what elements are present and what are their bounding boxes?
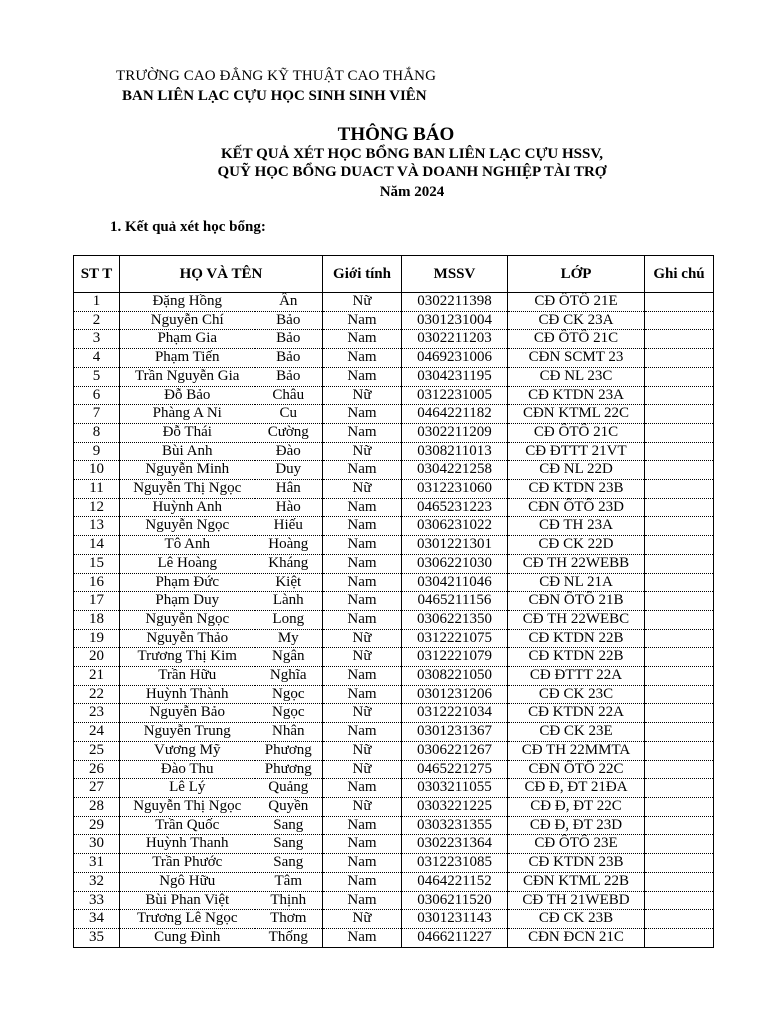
surname-cell: Huỳnh Anh <box>120 498 255 517</box>
mssv-cell: 0308211013 <box>402 442 508 461</box>
mssv-cell: 0465211156 <box>402 592 508 611</box>
class-cell: CĐ ĐTTT 22A <box>508 667 645 686</box>
surname-cell: Nguyễn Thị Ngọc <box>120 480 255 499</box>
stt-cell: 20 <box>74 648 120 667</box>
class-cell: CĐ TH 23A <box>508 517 645 536</box>
mssv-cell: 0312231005 <box>402 386 508 405</box>
mssv-cell: 0303231355 <box>402 816 508 835</box>
given-name-cell: Hào <box>255 498 323 517</box>
class-cell: CĐ Đ, ĐT 21ĐA <box>508 779 645 798</box>
note-cell <box>645 797 714 816</box>
table-row <box>74 480 714 499</box>
given-name-cell: Sang <box>255 816 323 835</box>
note-cell <box>645 442 714 461</box>
table-row <box>74 928 714 947</box>
mssv-cell: 0301231143 <box>402 910 508 929</box>
stt-cell: 12 <box>74 498 120 517</box>
given-name-cell: Hoàng <box>255 536 323 555</box>
surname-cell: Đỗ Bảo <box>120 386 255 405</box>
stt-cell: 10 <box>74 461 120 480</box>
mssv-cell: 0306221030 <box>402 554 508 573</box>
note-cell <box>645 330 714 349</box>
gender-cell: Nam <box>323 872 402 891</box>
gender-cell: Nam <box>323 816 402 835</box>
given-name-cell: Quảng <box>255 779 323 798</box>
given-name-cell: Duy <box>255 461 323 480</box>
given-name-cell: Tâm <box>255 872 323 891</box>
note-cell <box>645 816 714 835</box>
stt-cell: 35 <box>74 928 120 947</box>
stt-cell: 8 <box>74 423 120 442</box>
mssv-cell: 0312231060 <box>402 480 508 499</box>
mssv-cell: 0304211046 <box>402 573 508 592</box>
note-cell <box>645 667 714 686</box>
stt-cell: 6 <box>74 386 120 405</box>
given-name-cell: Hân <box>255 480 323 499</box>
table-row <box>74 423 714 442</box>
gender-cell: Nam <box>323 685 402 704</box>
stt-cell: 31 <box>74 854 120 873</box>
class-cell: CĐ CK 22D <box>508 536 645 555</box>
table-row <box>74 910 714 929</box>
mssv-cell: 0301221301 <box>402 536 508 555</box>
note-cell <box>645 367 714 386</box>
mssv-cell: 0312221079 <box>402 648 508 667</box>
stt-cell: 28 <box>74 797 120 816</box>
mssv-cell: 0304231195 <box>402 367 508 386</box>
note-cell <box>645 854 714 873</box>
table-row <box>74 723 714 742</box>
surname-cell: Nguyễn Minh <box>120 461 255 480</box>
gender-cell: Nam <box>323 536 402 555</box>
class-cell: CĐN KTML 22B <box>508 872 645 891</box>
gender-cell: Nam <box>323 573 402 592</box>
gender-cell: Nam <box>323 554 402 573</box>
mssv-cell: 0465231223 <box>402 498 508 517</box>
mssv-cell: 0303211055 <box>402 779 508 798</box>
gender-cell: Nữ <box>323 442 402 461</box>
table-row <box>74 704 714 723</box>
mssv-cell: 0306211520 <box>402 891 508 910</box>
gender-cell: Nam <box>323 667 402 686</box>
surname-cell: Huỳnh Thanh <box>120 835 255 854</box>
notice-subtitle-line1: KẾT QUẢ XÉT HỌC BỔNG BAN LIÊN LẠC CỰU HSSV, <box>220 146 604 162</box>
table-row <box>74 517 714 536</box>
mssv-cell: 0464221182 <box>402 405 508 424</box>
note-cell <box>645 704 714 723</box>
gender-cell: Nam <box>323 891 402 910</box>
board-name: BAN LIÊN LẠC CỰU HỌC SINH SINH VIÊN <box>122 88 427 104</box>
surname-cell: Tô Anh <box>120 536 255 555</box>
given-name-cell: Nhân <box>255 723 323 742</box>
surname-cell: Trương Thị Kim <box>120 648 255 667</box>
gender-cell: Nữ <box>323 760 402 779</box>
note-cell <box>645 517 714 536</box>
given-name-cell: Cường <box>255 423 323 442</box>
note-cell <box>645 573 714 592</box>
stt-cell: 34 <box>74 910 120 929</box>
note-cell <box>645 910 714 929</box>
mssv-cell: 0469231006 <box>402 349 508 368</box>
table-row <box>74 741 714 760</box>
stt-cell: 29 <box>74 816 120 835</box>
mssv-cell: 0312231085 <box>402 854 508 873</box>
class-cell: CĐN KTML 22C <box>508 405 645 424</box>
given-name-cell: My <box>255 629 323 648</box>
surname-cell: Phạm Tiến <box>120 349 255 368</box>
gender-cell: Nam <box>323 928 402 947</box>
table-header-row <box>74 256 714 293</box>
gender-cell: Nam <box>323 854 402 873</box>
class-cell: CĐ ÔTÔ 21E <box>508 293 645 312</box>
notice-subtitle-line2: QUỸ HỌC BỔNG DUACT VÀ DOANH NGHIỆP TÀI TRỢ <box>217 164 607 180</box>
scholarship-table <box>73 255 714 948</box>
table-row <box>74 797 714 816</box>
school-name: TRƯỜNG CAO ĐẲNG KỸ THUẬT CAO THẮNG <box>116 68 437 84</box>
note-cell <box>645 741 714 760</box>
given-name-cell: Thơm <box>255 910 323 929</box>
mssv-cell: 0302211203 <box>402 330 508 349</box>
note-cell <box>645 629 714 648</box>
mssv-cell: 0301231367 <box>402 723 508 742</box>
table-row <box>74 349 714 368</box>
gender-cell: Nam <box>323 517 402 536</box>
gender-cell: Nam <box>323 610 402 629</box>
surname-cell: Trần Nguyễn Gia <box>120 367 255 386</box>
stt-cell: 14 <box>74 536 120 555</box>
given-name-cell: Quyền <box>255 797 323 816</box>
class-cell: CĐ TH 22WEBB <box>508 554 645 573</box>
note-cell <box>645 480 714 499</box>
class-cell: CĐ CK 23B <box>508 910 645 929</box>
class-cell: CĐ NL 22D <box>508 461 645 480</box>
given-name-cell: Sang <box>255 854 323 873</box>
note-cell <box>645 386 714 405</box>
note-cell <box>645 928 714 947</box>
class-cell: CĐ Đ, ĐT 22C <box>508 797 645 816</box>
table-row <box>74 573 714 592</box>
surname-cell: Trần Quốc <box>120 816 255 835</box>
given-name-cell: Ngọc <box>255 704 323 723</box>
surname-cell: Phàng A Ni <box>120 405 255 424</box>
table-row <box>74 872 714 891</box>
note-cell <box>645 760 714 779</box>
class-cell: CĐ KTDN 23B <box>508 854 645 873</box>
given-name-cell: Ân <box>255 293 323 312</box>
mssv-cell: 0302231364 <box>402 835 508 854</box>
table-row <box>74 610 714 629</box>
note-cell <box>645 610 714 629</box>
stt-cell: 3 <box>74 330 120 349</box>
mssv-cell: 0464221152 <box>402 872 508 891</box>
class-cell: CĐ NL 21A <box>508 573 645 592</box>
surname-cell: Huỳnh Thành <box>120 685 255 704</box>
gender-cell: Nam <box>323 349 402 368</box>
surname-cell: Nguyễn Trung <box>120 723 255 742</box>
table-row <box>74 854 714 873</box>
header-mssv: MSSV <box>402 256 508 293</box>
note-cell <box>645 536 714 555</box>
note-cell <box>645 592 714 611</box>
gender-cell: Nữ <box>323 629 402 648</box>
gender-cell: Nam <box>323 330 402 349</box>
table-row <box>74 311 714 330</box>
table-row <box>74 293 714 312</box>
gender-cell: Nữ <box>323 293 402 312</box>
gender-cell: Nữ <box>323 910 402 929</box>
gender-cell: Nam <box>323 367 402 386</box>
class-cell: CĐ CK 23E <box>508 723 645 742</box>
class-cell: CĐN ĐCN 21C <box>508 928 645 947</box>
header-name: HỌ VÀ TÊN <box>120 256 323 293</box>
table-row <box>74 667 714 686</box>
given-name-cell: Bảo <box>255 330 323 349</box>
stt-cell: 5 <box>74 367 120 386</box>
class-cell: CĐN SCMT 23 <box>508 349 645 368</box>
surname-cell: Bùi Anh <box>120 442 255 461</box>
mssv-cell: 0301231004 <box>402 311 508 330</box>
mssv-cell: 0306221267 <box>402 741 508 760</box>
class-cell: CĐN ÔTÔ 23D <box>508 498 645 517</box>
surname-cell: Trần Phước <box>120 854 255 873</box>
stt-cell: 9 <box>74 442 120 461</box>
note-cell <box>645 872 714 891</box>
stt-cell: 22 <box>74 685 120 704</box>
given-name-cell: Nghĩa <box>255 667 323 686</box>
class-cell: CĐ KTDN 22B <box>508 648 645 667</box>
class-cell: CĐ CK 23A <box>508 311 645 330</box>
table-row <box>74 891 714 910</box>
note-cell <box>645 405 714 424</box>
note-cell <box>645 554 714 573</box>
class-cell: CĐ TH 21WEBD <box>508 891 645 910</box>
table-row <box>74 442 714 461</box>
class-cell: CĐ ÔTÔ 21C <box>508 330 645 349</box>
class-cell: CĐN ÔTÔ 22C <box>508 760 645 779</box>
gender-cell: Nữ <box>323 648 402 667</box>
surname-cell: Nguyễn Ngọc <box>120 517 255 536</box>
stt-cell: 15 <box>74 554 120 573</box>
given-name-cell: Đào <box>255 442 323 461</box>
table-row <box>74 367 714 386</box>
given-name-cell: Cu <box>255 405 323 424</box>
stt-cell: 24 <box>74 723 120 742</box>
mssv-cell: 0466211227 <box>402 928 508 947</box>
mssv-cell: 0304221258 <box>402 461 508 480</box>
table-row <box>74 760 714 779</box>
header-note: Ghi chú <box>645 256 714 293</box>
class-cell: CĐ KTDN 22B <box>508 629 645 648</box>
header-stt: ST T <box>74 256 120 293</box>
surname-cell: Nguyễn Thảo <box>120 629 255 648</box>
table-row <box>74 498 714 517</box>
class-cell: CĐ ĐTTT 21VT <box>508 442 645 461</box>
table-row <box>74 835 714 854</box>
note-cell <box>645 685 714 704</box>
surname-cell: Phạm Đức <box>120 573 255 592</box>
mssv-cell: 0302211398 <box>402 293 508 312</box>
mssv-cell: 0306221350 <box>402 610 508 629</box>
stt-cell: 25 <box>74 741 120 760</box>
class-cell: CĐ CK 23C <box>508 685 645 704</box>
given-name-cell: Bảo <box>255 311 323 330</box>
given-name-cell: Bảo <box>255 367 323 386</box>
table-row <box>74 405 714 424</box>
surname-cell: Lê Lý <box>120 779 255 798</box>
stt-cell: 2 <box>74 311 120 330</box>
mssv-cell: 0303221225 <box>402 797 508 816</box>
given-name-cell: Ngân <box>255 648 323 667</box>
section-title: 1. Kết quả xét học bổng: <box>110 219 266 235</box>
note-cell <box>645 293 714 312</box>
surname-cell: Nguyễn Ngọc <box>120 610 255 629</box>
note-cell <box>645 461 714 480</box>
given-name-cell: Phương <box>255 760 323 779</box>
class-cell: CĐN ÔTÔ 21B <box>508 592 645 611</box>
table-row <box>74 386 714 405</box>
stt-cell: 11 <box>74 480 120 499</box>
table-row <box>74 779 714 798</box>
surname-cell: Lê Hoàng <box>120 554 255 573</box>
gender-cell: Nam <box>323 423 402 442</box>
mssv-cell: 0302211209 <box>402 423 508 442</box>
note-cell <box>645 648 714 667</box>
given-name-cell: Châu <box>255 386 323 405</box>
mssv-cell: 0312221075 <box>402 629 508 648</box>
table-row <box>74 536 714 555</box>
class-cell: CĐ KTDN 22A <box>508 704 645 723</box>
stt-cell: 18 <box>74 610 120 629</box>
surname-cell: Trần Hữu <box>120 667 255 686</box>
gender-cell: Nữ <box>323 386 402 405</box>
class-cell: CĐ ÔTÔ 23E <box>508 835 645 854</box>
table-row <box>74 330 714 349</box>
stt-cell: 30 <box>74 835 120 854</box>
class-cell: CĐ TH 22MMTA <box>508 741 645 760</box>
table-row <box>74 592 714 611</box>
note-cell <box>645 891 714 910</box>
gender-cell: Nam <box>323 498 402 517</box>
table-row <box>74 629 714 648</box>
gender-cell: Nam <box>323 723 402 742</box>
stt-cell: 26 <box>74 760 120 779</box>
given-name-cell: Thịnh <box>255 891 323 910</box>
surname-cell: Bùi Phan Việt <box>120 891 255 910</box>
surname-cell: Vương Mỹ <box>120 741 255 760</box>
note-cell <box>645 349 714 368</box>
note-cell <box>645 423 714 442</box>
surname-cell: Nguyễn Thị Ngọc <box>120 797 255 816</box>
surname-cell: Phạm Duy <box>120 592 255 611</box>
gender-cell: Nam <box>323 835 402 854</box>
surname-cell: Cung Đình <box>120 928 255 947</box>
table-row <box>74 461 714 480</box>
class-cell: CĐ KTDN 23B <box>508 480 645 499</box>
given-name-cell: Lành <box>255 592 323 611</box>
mssv-cell: 0308221050 <box>402 667 508 686</box>
gender-cell: Nữ <box>323 741 402 760</box>
given-name-cell: Phương <box>255 741 323 760</box>
stt-cell: 27 <box>74 779 120 798</box>
gender-cell: Nam <box>323 311 402 330</box>
gender-cell: Nam <box>323 405 402 424</box>
note-cell <box>645 779 714 798</box>
surname-cell: Đỗ Thái <box>120 423 255 442</box>
header-gender: Giới tính <box>323 256 402 293</box>
stt-cell: 1 <box>74 293 120 312</box>
class-cell: CĐ TH 22WEBC <box>508 610 645 629</box>
gender-cell: Nữ <box>323 480 402 499</box>
gender-cell: Nam <box>323 779 402 798</box>
class-cell: CĐ NL 23C <box>508 367 645 386</box>
stt-cell: 33 <box>74 891 120 910</box>
surname-cell: Phạm Gia <box>120 330 255 349</box>
mssv-cell: 0312221034 <box>402 704 508 723</box>
given-name-cell: Ngọc <box>255 685 323 704</box>
stt-cell: 16 <box>74 573 120 592</box>
note-cell <box>645 835 714 854</box>
given-name-cell: Long <box>255 610 323 629</box>
stt-cell: 21 <box>74 667 120 686</box>
table-row <box>74 648 714 667</box>
surname-cell: Nguyễn Chí <box>120 311 255 330</box>
stt-cell: 19 <box>74 629 120 648</box>
note-cell <box>645 498 714 517</box>
given-name-cell: Kiệt <box>255 573 323 592</box>
stt-cell: 23 <box>74 704 120 723</box>
gender-cell: Nam <box>323 461 402 480</box>
note-cell <box>645 723 714 742</box>
mssv-cell: 0306231022 <box>402 517 508 536</box>
table-row <box>74 685 714 704</box>
given-name-cell: Sang <box>255 835 323 854</box>
stt-cell: 13 <box>74 517 120 536</box>
stt-cell: 4 <box>74 349 120 368</box>
mssv-cell: 0465221275 <box>402 760 508 779</box>
table-body <box>74 293 714 948</box>
given-name-cell: Kháng <box>255 554 323 573</box>
stt-cell: 32 <box>74 872 120 891</box>
surname-cell: Đặng Hồng <box>120 293 255 312</box>
class-cell: CĐ Đ, ĐT 23D <box>508 816 645 835</box>
given-name-cell: Bảo <box>255 349 323 368</box>
gender-cell: Nữ <box>323 704 402 723</box>
header-class: LỚP <box>508 256 645 293</box>
mssv-cell: 0301231206 <box>402 685 508 704</box>
surname-cell: Nguyễn Bảo <box>120 704 255 723</box>
surname-cell: Đào Thu <box>120 760 255 779</box>
gender-cell: Nam <box>323 592 402 611</box>
given-name-cell: Thống <box>255 928 323 947</box>
stt-cell: 7 <box>74 405 120 424</box>
notice-title: THÔNG BÁO <box>337 124 455 145</box>
class-cell: CĐ KTDN 23A <box>508 386 645 405</box>
table-row <box>74 554 714 573</box>
table-row <box>74 816 714 835</box>
class-cell: CĐ ÔTÔ 21C <box>508 423 645 442</box>
note-cell <box>645 311 714 330</box>
gender-cell: Nữ <box>323 797 402 816</box>
surname-cell: Ngô Hữu <box>120 872 255 891</box>
given-name-cell: Hiếu <box>255 517 323 536</box>
surname-cell: Trương Lê Ngọc <box>120 910 255 929</box>
notice-year: Năm 2024 <box>379 184 445 200</box>
stt-cell: 17 <box>74 592 120 611</box>
